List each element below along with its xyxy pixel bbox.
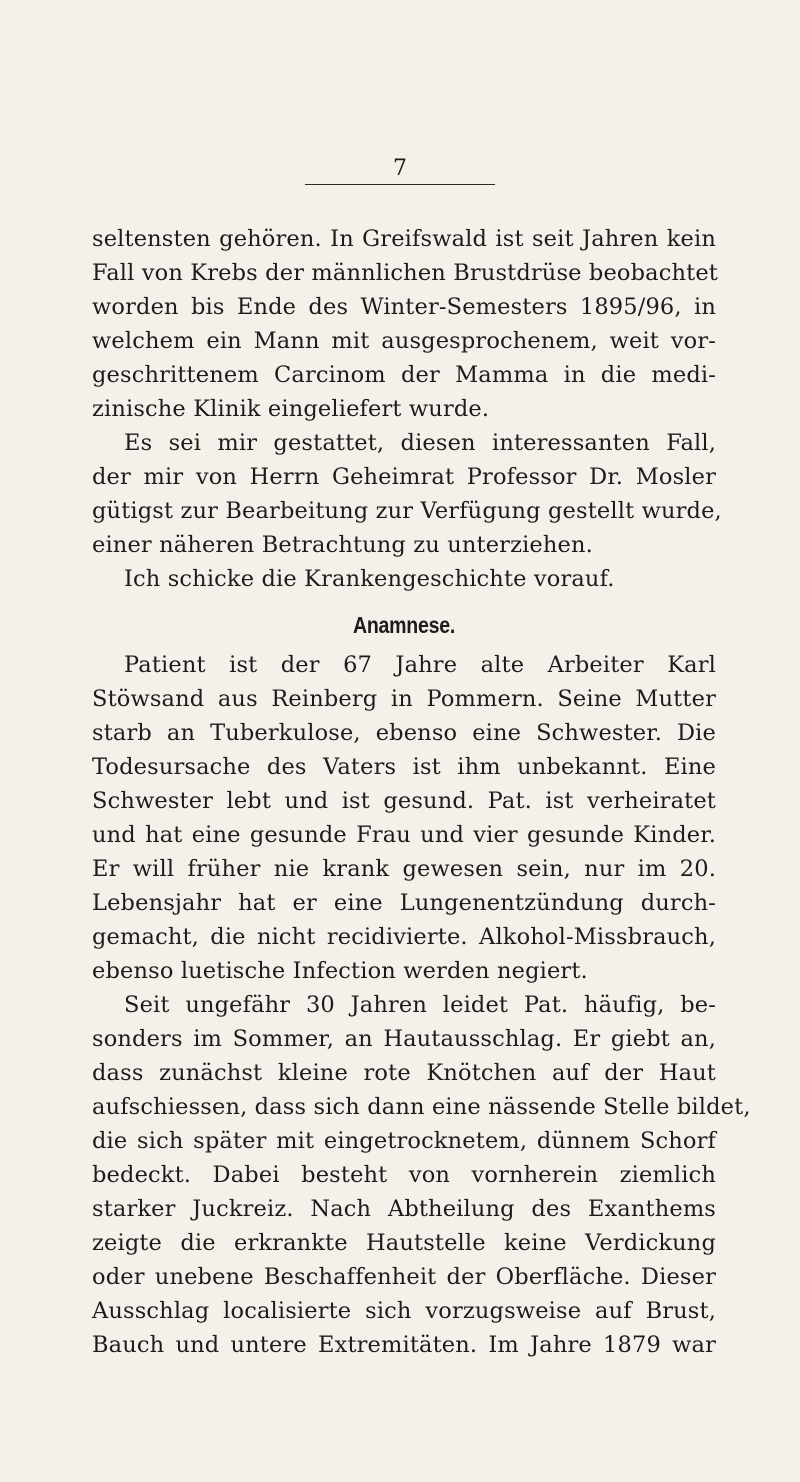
text-line: dass zunächst kleine rote Knötchen auf der Haut — [92, 1060, 716, 1086]
text-line: geschrittenem Carcinom der Mamma in die medi- — [92, 362, 716, 388]
text-line: Ausschlag localisierte sich vorzugsweise auf Brust, — [92, 1298, 716, 1324]
paragraph — [92, 222, 716, 426]
text-line: Bauch und untere Extremitäten. Im Jahre 1879 war — [92, 1332, 716, 1358]
text-line: starb an Tuberkulose, ebenso eine Schwester. Die — [92, 720, 716, 746]
text-line: einer näheren Betrachtung zu unterziehen. — [92, 532, 593, 558]
text-line: welchem ein Mann mit ausgesprochenem, weit vor- — [92, 328, 716, 354]
text-line: Todesursache des Vaters ist ihm unbekannt. Eine — [92, 754, 716, 780]
paragraph — [92, 988, 751, 1362]
text-line: Stöwsand aus Reinberg in Pommern. Seine Mutter — [92, 686, 716, 712]
page-body — [92, 222, 751, 1362]
text-line: ebenso luetische Infection werden negiert. — [92, 958, 588, 984]
text-line: Ich schicke die Krankengeschichte vorauf. — [124, 566, 615, 592]
paragraph — [92, 648, 716, 988]
paragraph — [92, 426, 722, 562]
text-line: Er will früher nie krank gewesen sein, nur im 20. — [92, 856, 716, 882]
text-line: bedeckt. Dabei besteht von vornherein ziemlich — [92, 1162, 716, 1188]
text-line: und hat eine gesunde Frau und vier gesunde Kinder. — [92, 822, 716, 848]
text-line: sonders im Sommer, an Hautausschlag. Er giebt an, — [92, 1026, 716, 1052]
paragraph — [92, 562, 716, 596]
text-line: Es sei mir gestattet, diesen interessanten Fall, — [124, 430, 716, 456]
text-line: oder unebene Beschaffenheit der Oberfläche. Dieser — [92, 1264, 716, 1290]
text-line: gemacht, die nicht recidivierte. Alkohol-Missbrauch, — [92, 924, 716, 950]
text-line: starker Juckreiz. Nach Abtheilung des Exanthems — [92, 1196, 716, 1222]
text-line: der mir von Herrn Geheimrat Professor Dr. Mosler — [92, 464, 716, 490]
text-line: die sich später mit eingetrocknetem, dünnem Schorf — [92, 1128, 716, 1154]
text-line: Schwester lebt und ist gesund. Pat. ist verheiratet — [92, 788, 716, 814]
text-line: zinische Klinik eingeliefert wurde. — [92, 396, 490, 422]
text-line: zeigte die erkrankte Hautstelle keine Verdickung — [92, 1230, 716, 1256]
text-line: worden bis Ende des Winter-Semesters 1895/96, in — [92, 294, 716, 320]
page-number: 7 — [393, 156, 407, 181]
text-line: Seit ungefähr 30 Jahren leidet Pat. häufig, be- — [124, 992, 716, 1018]
text-line: gütigst zur Bearbeitung zur Verfügung gestellt wurde, — [92, 498, 722, 524]
section-heading: Anamnese. — [352, 612, 455, 638]
text-line: seltensten gehören. In Greifswald ist seit Jahren kein — [92, 226, 716, 252]
header-rule — [305, 184, 495, 185]
text-line: aufschiessen, dass sich dann eine nässende Stelle bildet, — [92, 1094, 751, 1120]
text-line: Lebensjahr hat er eine Lungenentzündung durch- — [92, 890, 716, 916]
text-line: Fall von Krebs der männlichen Brustdrüse beobachtet — [92, 260, 718, 286]
text-line: Patient ist der 67 Jahre alte Arbeiter Karl — [124, 652, 716, 678]
